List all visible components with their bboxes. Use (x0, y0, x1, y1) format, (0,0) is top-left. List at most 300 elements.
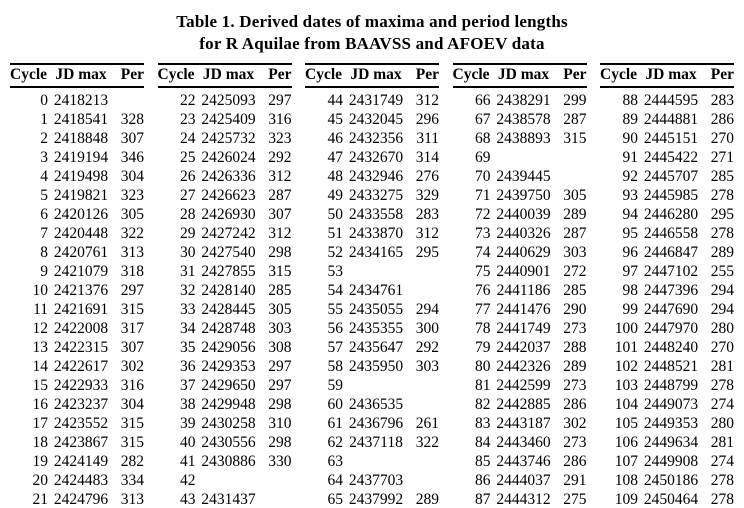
cell-per (262, 490, 292, 508)
cell-cycle: 66 (475, 92, 491, 109)
table-row (10, 281, 144, 300)
cell-per: 270 (710, 339, 734, 356)
cell-cycle: 102 (614, 358, 638, 375)
cell-cycle: 8 (40, 244, 48, 261)
cell-jd-max (196, 471, 262, 490)
cell-cycle: 45 (327, 111, 343, 128)
cell-jd-max: 2423237 (53, 396, 109, 413)
cell-cycle: 17 (32, 415, 48, 432)
cell-cycle: 104 (614, 396, 638, 413)
cell-per: 275 (563, 491, 587, 508)
cell-jd-max: 2442326 (496, 358, 551, 375)
cell-cycle: 63 (327, 453, 343, 470)
cell-cycle: 53 (327, 263, 343, 280)
cell-per: 289 (415, 491, 439, 508)
cell-jd-max: 2437118 (349, 434, 403, 451)
cell-per: 270 (710, 130, 734, 147)
cell-cycle: 4 (40, 168, 48, 185)
cell-cycle: 1 (40, 111, 48, 128)
cell-jd-max: 2426623 (201, 187, 256, 204)
cell-cycle: 81 (475, 377, 491, 394)
column-header-cycle: Cycle (600, 64, 638, 87)
table-row (600, 129, 734, 148)
cell-per: 305 (120, 206, 144, 223)
table-row (10, 395, 144, 414)
cell-jd-max: 2446847 (643, 244, 699, 261)
cell-jd-max: 2438291 (496, 92, 551, 109)
table-row (10, 490, 144, 508)
table-row (158, 262, 292, 281)
cell-jd-max: 2445151 (643, 130, 699, 147)
cell-jd-max: 2424483 (53, 472, 109, 489)
cell-per: 292 (415, 339, 439, 356)
cell-per: 315 (120, 301, 144, 318)
cell-per: 294 (415, 301, 439, 318)
cell-cycle: 86 (475, 472, 491, 489)
cell-jd-max: 2444037 (496, 472, 551, 489)
cell-cycle: 55 (327, 301, 343, 318)
table-row (600, 471, 734, 490)
cell-cycle: 46 (327, 130, 343, 147)
column-header-cycle: Cycle (158, 64, 196, 87)
cell-cycle: 107 (614, 453, 638, 470)
cell-jd-max: 2448799 (643, 377, 699, 394)
table-row (600, 167, 734, 186)
cell-cycle: 62 (327, 434, 343, 451)
table-row (600, 110, 734, 129)
cell-cycle: 80 (475, 358, 491, 375)
cell-per: 278 (710, 472, 734, 489)
table-row (10, 357, 144, 376)
cell-per: 329 (415, 187, 439, 204)
cell-per: 302 (120, 358, 144, 375)
cell-per (409, 281, 439, 300)
table-row (158, 376, 292, 395)
cell-jd-max: 2428140 (201, 282, 256, 299)
cell-per: 312 (415, 225, 439, 242)
cell-cycle: 84 (475, 434, 491, 451)
table-row (453, 167, 587, 186)
table-title-line2: for R Aquilae from BAAVSS and AFOEV data (199, 34, 545, 53)
cell-cycle: 28 (180, 206, 196, 223)
cell-cycle: 106 (614, 434, 638, 451)
table-row (453, 224, 587, 243)
table-row (600, 338, 734, 357)
cell-jd-max: 2420761 (53, 244, 109, 261)
table-row (10, 205, 144, 224)
cell-per (114, 87, 144, 110)
cell-per: 283 (710, 92, 734, 109)
table-row (305, 87, 439, 110)
cell-per: 315 (268, 263, 292, 280)
cell-jd-max: 2427540 (201, 244, 256, 261)
cell-jd-max: 2450186 (643, 472, 699, 489)
cell-jd-max: 2422315 (53, 339, 109, 356)
table-row (453, 300, 587, 319)
cell-per: 307 (120, 130, 144, 147)
cell-cycle: 13 (32, 339, 48, 356)
column-header-jd-max: JD max (491, 64, 557, 87)
cell-cycle: 36 (180, 358, 196, 375)
table-row (600, 433, 734, 452)
cell-jd-max: 2449353 (643, 415, 699, 432)
cell-jd-max: 2432670 (348, 149, 404, 166)
cell-jd-max: 2447690 (643, 301, 699, 318)
cell-cycle: 99 (622, 301, 638, 318)
table-row (305, 110, 439, 129)
cell-cycle: 24 (180, 130, 196, 147)
cell-jd-max: 2430556 (201, 434, 256, 451)
table-row (10, 338, 144, 357)
cell-jd-max: 2438578 (496, 111, 551, 128)
cell-jd-max: 2436796 (348, 415, 404, 432)
cell-per: 312 (415, 92, 439, 109)
cell-jd-max: 2429056 (201, 339, 256, 356)
table-row (600, 224, 734, 243)
table-row (305, 300, 439, 319)
cell-jd-max: 2440039 (496, 206, 551, 223)
cell-cycle: 109 (614, 491, 638, 508)
table-row (10, 148, 144, 167)
cell-per: 281 (710, 358, 734, 375)
cell-jd-max: 2431437 (201, 491, 256, 508)
cell-per: 313 (120, 491, 144, 508)
cell-per (557, 148, 587, 167)
cell-jd-max: 2443187 (496, 415, 551, 432)
cell-per: 328 (120, 111, 144, 128)
table-row (10, 129, 144, 148)
cell-jd-max: 2418848 (53, 130, 109, 147)
table-row (10, 262, 144, 281)
table-row (158, 357, 292, 376)
table-row (600, 205, 734, 224)
cell-per: 312 (268, 168, 292, 185)
table-row (10, 186, 144, 205)
cell-cycle: 30 (180, 244, 196, 261)
cell-per: 282 (120, 453, 144, 470)
table-row (305, 471, 439, 490)
table-row (600, 87, 734, 110)
header-row (10, 64, 144, 87)
table-row (305, 414, 439, 433)
cell-jd-max: 2447970 (643, 320, 699, 337)
cell-per: 304 (120, 396, 144, 413)
cell-per: 255 (710, 263, 734, 280)
cell-per: 290 (563, 301, 587, 318)
cell-per: 280 (710, 320, 734, 337)
table-row (158, 110, 292, 129)
table-row (10, 376, 144, 395)
table-title (0, 0, 744, 55)
cell-cycle: 89 (622, 111, 638, 128)
cell-jd-max: 2440326 (496, 225, 551, 242)
cell-jd-max: 2429650 (201, 377, 256, 394)
table-row (600, 148, 734, 167)
table-row (600, 357, 734, 376)
cell-per: 287 (268, 187, 292, 204)
cell-cycle: 47 (327, 149, 343, 166)
table-row (10, 243, 144, 262)
cell-cycle: 11 (33, 301, 48, 318)
cell-cycle: 94 (622, 206, 638, 223)
cell-per (262, 471, 292, 490)
header-row (305, 64, 439, 87)
cell-jd-max: 2435647 (348, 339, 404, 356)
table-row (305, 452, 439, 471)
table-row (453, 87, 587, 110)
cell-jd-max: 2437992 (348, 491, 404, 508)
cell-cycle: 6 (40, 206, 48, 223)
table-row (158, 129, 292, 148)
table-row (453, 452, 587, 471)
table-row (305, 243, 439, 262)
table-row (600, 490, 734, 508)
cell-jd-max: 2440629 (496, 244, 551, 261)
cell-per: 330 (268, 453, 292, 470)
cell-per: 308 (268, 339, 292, 356)
table-group-cycles-66-87 (453, 63, 587, 508)
table-row (10, 414, 144, 433)
cell-per (409, 452, 439, 471)
table-row (158, 148, 292, 167)
cell-per: 307 (268, 206, 292, 223)
table-row (453, 319, 587, 338)
cell-per: 314 (415, 149, 439, 166)
cell-per: 278 (710, 225, 734, 242)
table-row (600, 395, 734, 414)
cell-jd-max: 2447396 (643, 282, 699, 299)
cell-cycle: 29 (180, 225, 196, 242)
cell-jd-max (343, 376, 409, 395)
table-row (158, 452, 292, 471)
table-row (10, 300, 144, 319)
cell-cycle: 9 (40, 263, 48, 280)
cell-cycle: 2 (40, 130, 48, 147)
table-row (305, 357, 439, 376)
cell-cycle: 25 (180, 149, 196, 166)
cell-per: 297 (268, 358, 292, 375)
cell-cycle: 18 (32, 434, 48, 451)
cell-cycle: 5 (40, 187, 48, 204)
cell-jd-max: 2438893 (496, 130, 551, 147)
table-row (10, 452, 144, 471)
table-row (158, 205, 292, 224)
table-title-line1: Table 1. Derived dates of maxima and period lengths (176, 12, 568, 31)
table-row (305, 205, 439, 224)
cell-cycle: 68 (475, 130, 491, 147)
table-row (305, 376, 439, 395)
cell-jd-max: 2425732 (201, 130, 256, 147)
table-row (600, 300, 734, 319)
cell-jd-max: 2433275 (348, 187, 404, 204)
cell-jd-max: 2424149 (53, 453, 109, 470)
cell-jd-max: 2420126 (53, 206, 109, 223)
cell-per: 298 (268, 244, 292, 261)
cell-cycle: 74 (475, 244, 491, 261)
cell-jd-max: 2436535 (348, 396, 404, 413)
cell-per: 323 (268, 130, 292, 147)
cell-jd-max: 2434165 (348, 244, 404, 261)
cell-per: 322 (415, 434, 439, 451)
table-row (158, 395, 292, 414)
cell-jd-max: 2442599 (496, 377, 551, 394)
cell-jd-max: 2443460 (496, 434, 551, 451)
cell-jd-max: 2429948 (201, 396, 256, 413)
table-row (158, 281, 292, 300)
cell-jd-max: 2447102 (643, 263, 699, 280)
cell-jd-max: 2433558 (348, 206, 404, 223)
cell-cycle: 33 (180, 301, 196, 318)
cell-cycle: 91 (622, 149, 638, 166)
table-row (305, 338, 439, 357)
column-header-jd-max: JD max (48, 64, 114, 87)
cell-cycle: 21 (32, 491, 48, 508)
cell-cycle: 65 (327, 491, 343, 508)
cell-cycle: 77 (475, 301, 491, 318)
cell-cycle: 31 (180, 263, 196, 280)
table-row (453, 471, 587, 490)
table-row (158, 319, 292, 338)
cell-per: 285 (268, 282, 292, 299)
cell-cycle: 59 (327, 377, 343, 394)
cell-jd-max: 2431749 (348, 92, 404, 109)
cell-per: 318 (120, 263, 144, 280)
table-row (453, 414, 587, 433)
cell-cycle: 41 (180, 453, 196, 470)
cell-jd-max: 2440901 (496, 263, 551, 280)
cell-jd-max: 2422933 (53, 377, 109, 394)
cell-jd-max: 2450464 (643, 491, 699, 508)
table-row (453, 281, 587, 300)
cell-jd-max (491, 148, 557, 167)
cell-per: 303 (563, 244, 587, 261)
cell-per: 280 (710, 415, 734, 432)
cell-cycle: 72 (475, 206, 491, 223)
cell-cycle: 34 (180, 320, 196, 337)
cell-per: 273 (563, 377, 587, 394)
cell-per: 271 (710, 149, 734, 166)
cell-jd-max: 2442037 (496, 339, 551, 356)
cell-per: 276 (415, 168, 439, 185)
cell-per: 297 (268, 92, 292, 109)
table-row (10, 110, 144, 129)
cell-cycle: 88 (622, 92, 638, 109)
cell-jd-max: 2432946 (348, 168, 404, 185)
table-row (10, 319, 144, 338)
cell-cycle: 87 (475, 491, 491, 508)
cell-jd-max: 2428445 (201, 301, 256, 318)
cell-cycle: 93 (622, 187, 638, 204)
cell-jd-max: 2423552 (53, 415, 109, 432)
cell-jd-max (343, 452, 409, 471)
cell-jd-max: 2427855 (201, 263, 256, 280)
cell-per: 289 (563, 358, 587, 375)
cell-cycle: 82 (475, 396, 491, 413)
cell-cycle: 61 (327, 415, 343, 432)
cell-jd-max: 2434761 (348, 282, 404, 299)
cell-per: 291 (563, 472, 587, 489)
column-header-per: Per (262, 64, 292, 87)
table-row (600, 281, 734, 300)
cell-jd-max: 2421691 (53, 301, 109, 318)
cell-jd-max: 2449634 (643, 434, 699, 451)
cell-per: 305 (268, 301, 292, 318)
cell-cycle: 50 (327, 206, 343, 223)
cell-jd-max: 2426336 (201, 168, 256, 185)
table-row (305, 186, 439, 205)
cell-jd-max: 2418541 (53, 111, 109, 128)
cell-per: 285 (710, 168, 734, 185)
cell-cycle: 16 (32, 396, 48, 413)
cell-jd-max: 2428748 (201, 320, 256, 337)
cell-jd-max: 2444312 (496, 491, 551, 508)
cell-jd-max: 2419498 (53, 168, 109, 185)
table-row (600, 452, 734, 471)
table-row (158, 338, 292, 357)
cell-cycle: 7 (40, 225, 48, 242)
cell-cycle: 51 (327, 225, 343, 242)
table-row (453, 376, 587, 395)
cell-cycle: 0 (40, 92, 48, 109)
cell-per: 278 (710, 187, 734, 204)
cell-per: 300 (415, 320, 439, 337)
column-header-per: Per (114, 64, 144, 87)
cell-jd-max: 2421079 (53, 263, 109, 280)
cell-cycle: 60 (327, 396, 343, 413)
cell-cycle: 32 (180, 282, 196, 299)
cell-per: 289 (710, 244, 734, 261)
cell-cycle: 52 (327, 244, 343, 261)
cell-per: 313 (120, 244, 144, 261)
cell-per: 281 (710, 434, 734, 451)
cell-cycle: 57 (327, 339, 343, 356)
cell-jd-max: 2446280 (643, 206, 699, 223)
cell-cycle: 85 (475, 453, 491, 470)
cell-cycle: 71 (475, 187, 491, 204)
cell-per: 310 (268, 415, 292, 432)
column-header-jd-max: JD max (343, 64, 409, 87)
cell-per: 315 (563, 130, 587, 147)
cell-per: 295 (415, 244, 439, 261)
cell-per (409, 471, 439, 490)
cell-per (557, 167, 587, 186)
cell-per: 312 (268, 225, 292, 242)
cell-jd-max: 2441186 (496, 282, 551, 299)
cell-cycle: 64 (327, 472, 343, 489)
cell-per: 299 (563, 92, 587, 109)
cell-jd-max: 2426024 (201, 149, 256, 166)
cell-per: 289 (563, 206, 587, 223)
cell-cycle: 100 (614, 320, 638, 337)
cell-jd-max: 2425093 (201, 92, 256, 109)
cell-cycle: 90 (622, 130, 638, 147)
table-group-cycles-22-43 (158, 63, 292, 508)
table-row (600, 186, 734, 205)
column-header-per: Per (557, 64, 587, 87)
cell-cycle: 96 (622, 244, 638, 261)
cell-per: 315 (120, 415, 144, 432)
cell-cycle: 14 (32, 358, 48, 375)
cell-jd-max: 2422008 (53, 320, 109, 337)
cell-cycle: 37 (180, 377, 196, 394)
cell-cycle: 42 (180, 472, 196, 489)
table-row (158, 87, 292, 110)
cell-per: 273 (563, 434, 587, 451)
cell-cycle: 83 (475, 415, 491, 432)
cell-cycle: 15 (32, 377, 48, 394)
cell-jd-max: 2445422 (643, 149, 699, 166)
table-row (453, 338, 587, 357)
